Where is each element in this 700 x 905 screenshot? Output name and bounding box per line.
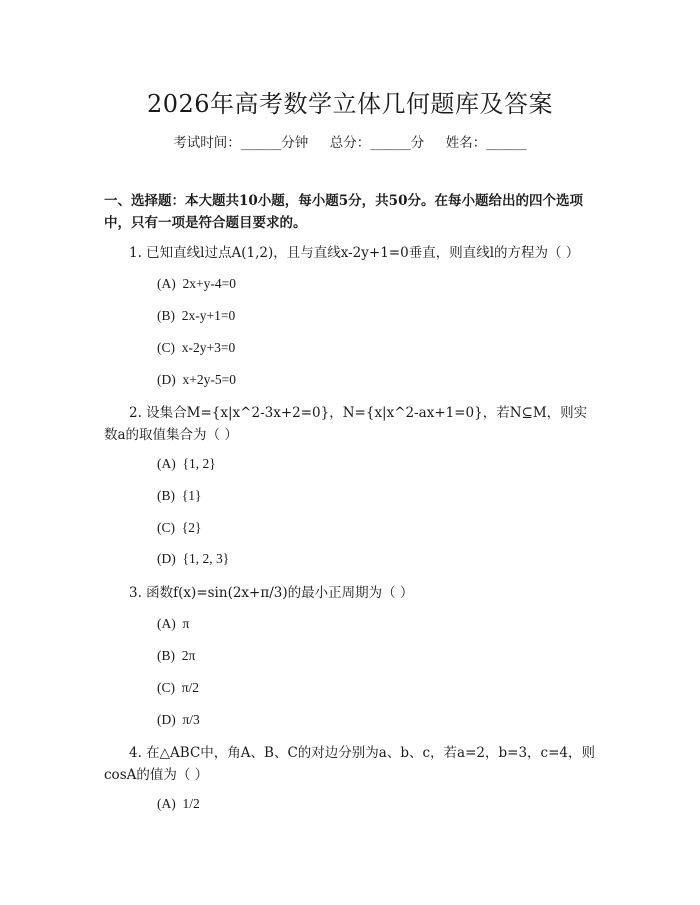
question-3-option-b: (B) 2π (157, 648, 196, 663)
question-1-option-b: (B) 2x-y+1=0 (157, 308, 236, 323)
question-1-option-d: (D) x+2y-5=0 (157, 372, 236, 387)
question-1-option-c: (C) x-2y+3=0 (157, 340, 236, 355)
exam-info-line: 考试时间：______分钟 总分：______分 姓名：______ (173, 135, 527, 151)
question-4: 4. 在△ABC中，角A、B、C的对边分别为a、b、c，若a=2，b=3，c=4，则cosA的值为（ ） (104, 745, 596, 783)
question-1-option-a: (A) 2x+y-4=0 (157, 276, 236, 291)
question-3-option-d: (D) π/3 (157, 712, 200, 727)
question-3: 3. 函数f(x)=sin(2x+π/3)的最小正周期为（ ） (129, 585, 414, 601)
question-2-option-d: (D) {1, 2, 3} (157, 551, 230, 566)
question-2-option-a: (A) {1, 2} (157, 456, 216, 471)
question-3-option-c: (C) π/2 (157, 680, 200, 695)
question-4-option-a: (A) 1/2 (157, 796, 200, 811)
page-title: 2026年高考数学立体几何题库及答案 (146, 90, 554, 118)
question-1: 1. 已知直线l过点A(1,2)，且与直线x-2y+1=0垂直，则直线l的方程为（ ） (129, 245, 580, 261)
section-heading: 一、选择题：本大题共10小题，每小题5分，共50分。在每小题给出的四个选项中，只有一项是符合题目要求的。 (104, 193, 583, 231)
question-2-option-c: (C) {2} (157, 520, 202, 535)
question-2-option-b: (B) {1} (157, 488, 202, 503)
question-3-option-a: (A) π (157, 616, 190, 631)
question-2: 2. 设集合M={x|x^2-3x+2=0}，N={x|x^2-ax+1=0}，若N⊆M，则实数a的取值集合为（ ） (104, 405, 588, 443)
